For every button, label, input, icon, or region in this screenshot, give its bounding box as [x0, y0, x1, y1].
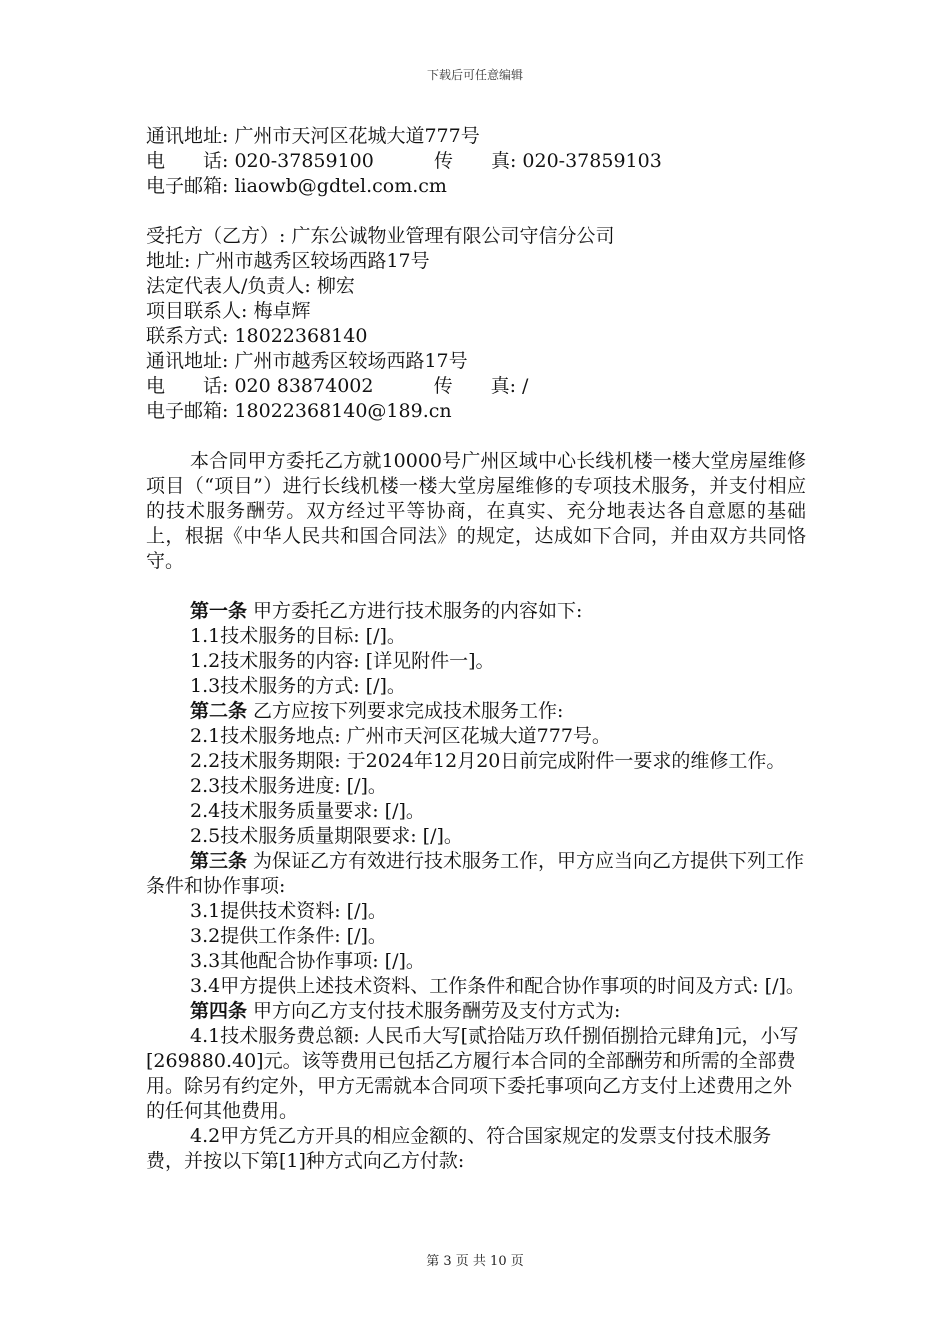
- partyB-rep-line: [146, 274, 806, 299]
- value: 020-37859103: [522, 150, 662, 172]
- article-label: 第二条: [190, 700, 248, 722]
- list-item: 3.4甲方提供上述技术资料、工作条件和配合协作事项的时间及方式: [/]。: [190, 975, 805, 997]
- label: 电 话:: [146, 150, 229, 172]
- list-item: 2.5技术服务质量期限要求: [/]。: [190, 825, 463, 847]
- value: 广州市越秀区较场西路17号: [196, 250, 430, 272]
- label: 电子邮箱:: [146, 400, 229, 422]
- label: 电子邮箱:: [146, 175, 229, 197]
- article-3-heading: [146, 849, 806, 899]
- article-4-heading: [146, 999, 806, 1024]
- list-item: 4.1技术服务费总额: 人民币大写[贰拾陆万玖仟捌佰捌拾元肆角]元，小写[269880.40]元。该等费用已包括乙方履行本合同的全部酬劳和所需的全部费用。除另有约定外，甲方无需就本合同项下委托事项向乙方支付上述费用之外的任何其他费用。: [146, 1025, 799, 1122]
- value: /: [522, 375, 529, 397]
- list-item: 3.2提供工作条件: [/]。: [190, 925, 387, 947]
- partyB-email-line: [146, 399, 806, 424]
- value: 18022368140@189.cn: [234, 400, 452, 422]
- partyB-tel-fax-line: [146, 374, 806, 399]
- list-item: 4.2甲方凭乙方开具的相应金额的、符合国家规定的发票支付技术服务费，并按以下第[1]种方式向乙方付款:: [146, 1125, 772, 1172]
- article-text: 为保证乙方有效进行技术服务工作，甲方应当向乙方提供下列工作条件和协作事项:: [146, 850, 805, 897]
- label: 项目联系人:: [146, 300, 248, 322]
- value: 020 83874002: [234, 375, 374, 397]
- value: 18022368140: [234, 325, 368, 347]
- label: 受托方（乙方）:: [146, 225, 286, 247]
- article-text: 乙方应按下列要求完成技术服务工作:: [247, 700, 564, 722]
- label: 联系方式:: [146, 325, 229, 347]
- partyB-address-line: [146, 249, 806, 274]
- value: 广州市越秀区较场西路17号: [234, 350, 468, 372]
- list-item: 3.1提供技术资料: [/]。: [190, 900, 387, 922]
- label: 传 真:: [433, 150, 517, 172]
- article-text: 甲方向乙方支付技术服务酬劳及支付方式为:: [247, 1000, 621, 1022]
- partyB-mail-address-line: [146, 349, 806, 374]
- article-label: 第三条: [190, 850, 248, 872]
- value: 020-37859100: [234, 150, 374, 172]
- article-1-heading: [146, 599, 806, 624]
- value: 广州市天河区花城大道777号: [234, 125, 480, 147]
- label: 通讯地址:: [146, 125, 229, 147]
- value: 梅卓辉: [253, 300, 311, 322]
- partyA-email-line: [146, 174, 806, 199]
- list-item: 2.2技术服务期限: 于2024年12月20日前完成附件一要求的维修工作。: [190, 750, 786, 772]
- value: liaowb@gdtel.com.cm: [234, 175, 447, 197]
- partyA-address-line: [146, 124, 806, 149]
- label: 通讯地址:: [146, 350, 229, 372]
- list-item: 1.2技术服务的内容: [详见附件一]。: [190, 650, 495, 672]
- partyB-phone-line: [146, 324, 806, 349]
- article-label: 第四条: [190, 1000, 248, 1022]
- article-label: 第一条: [190, 600, 248, 622]
- article-2-heading: [146, 699, 806, 724]
- page-footer: 第 3 页 共 10 页: [426, 1254, 524, 1269]
- contract-body: [146, 124, 806, 1174]
- partyB-contact-line: [146, 299, 806, 324]
- page-header: 下载后可任意编辑: [426, 68, 523, 82]
- list-item: 2.1技术服务地点: 广州市天河区花城大道777号。: [190, 725, 611, 747]
- label: 法定代表人/负责人:: [146, 275, 311, 297]
- value: 广东公诚物业管理有限公司守信分公司: [291, 225, 615, 247]
- list-item: 2.3技术服务进度: [/]。: [190, 775, 387, 797]
- list-item: 1.3技术服务的方式: [/]。: [190, 675, 406, 697]
- list-item: 2.4技术服务质量要求: [/]。: [190, 800, 425, 822]
- article-text: 甲方委托乙方进行技术服务的内容如下:: [247, 600, 583, 622]
- label: 传 真:: [433, 375, 516, 397]
- intro-paragraph: 本合同甲方委托乙方就10000号广州区域中心长线机楼一楼大堂房屋维修项目（“项目”）进行长线机楼一楼大堂房屋维修的专项技术服务，并支付相应的技术服务酬劳。双方经过平等协商，在真实、充分地表达各自意愿的基础上，根据《中华人民共和国合同法》的规定，达成如下合同，并由双方共同恪守。: [146, 450, 806, 572]
- partyA-tel-fax-line: [146, 149, 806, 174]
- value: 柳宏: [316, 275, 355, 297]
- list-item: 1.1技术服务的目标: [/]。: [190, 625, 406, 647]
- label: 地址:: [146, 250, 191, 272]
- label: 电 话:: [146, 375, 229, 397]
- partyB-title-line: [146, 224, 806, 249]
- list-item: 3.3其他配合协作事项: [/]。: [190, 950, 425, 972]
